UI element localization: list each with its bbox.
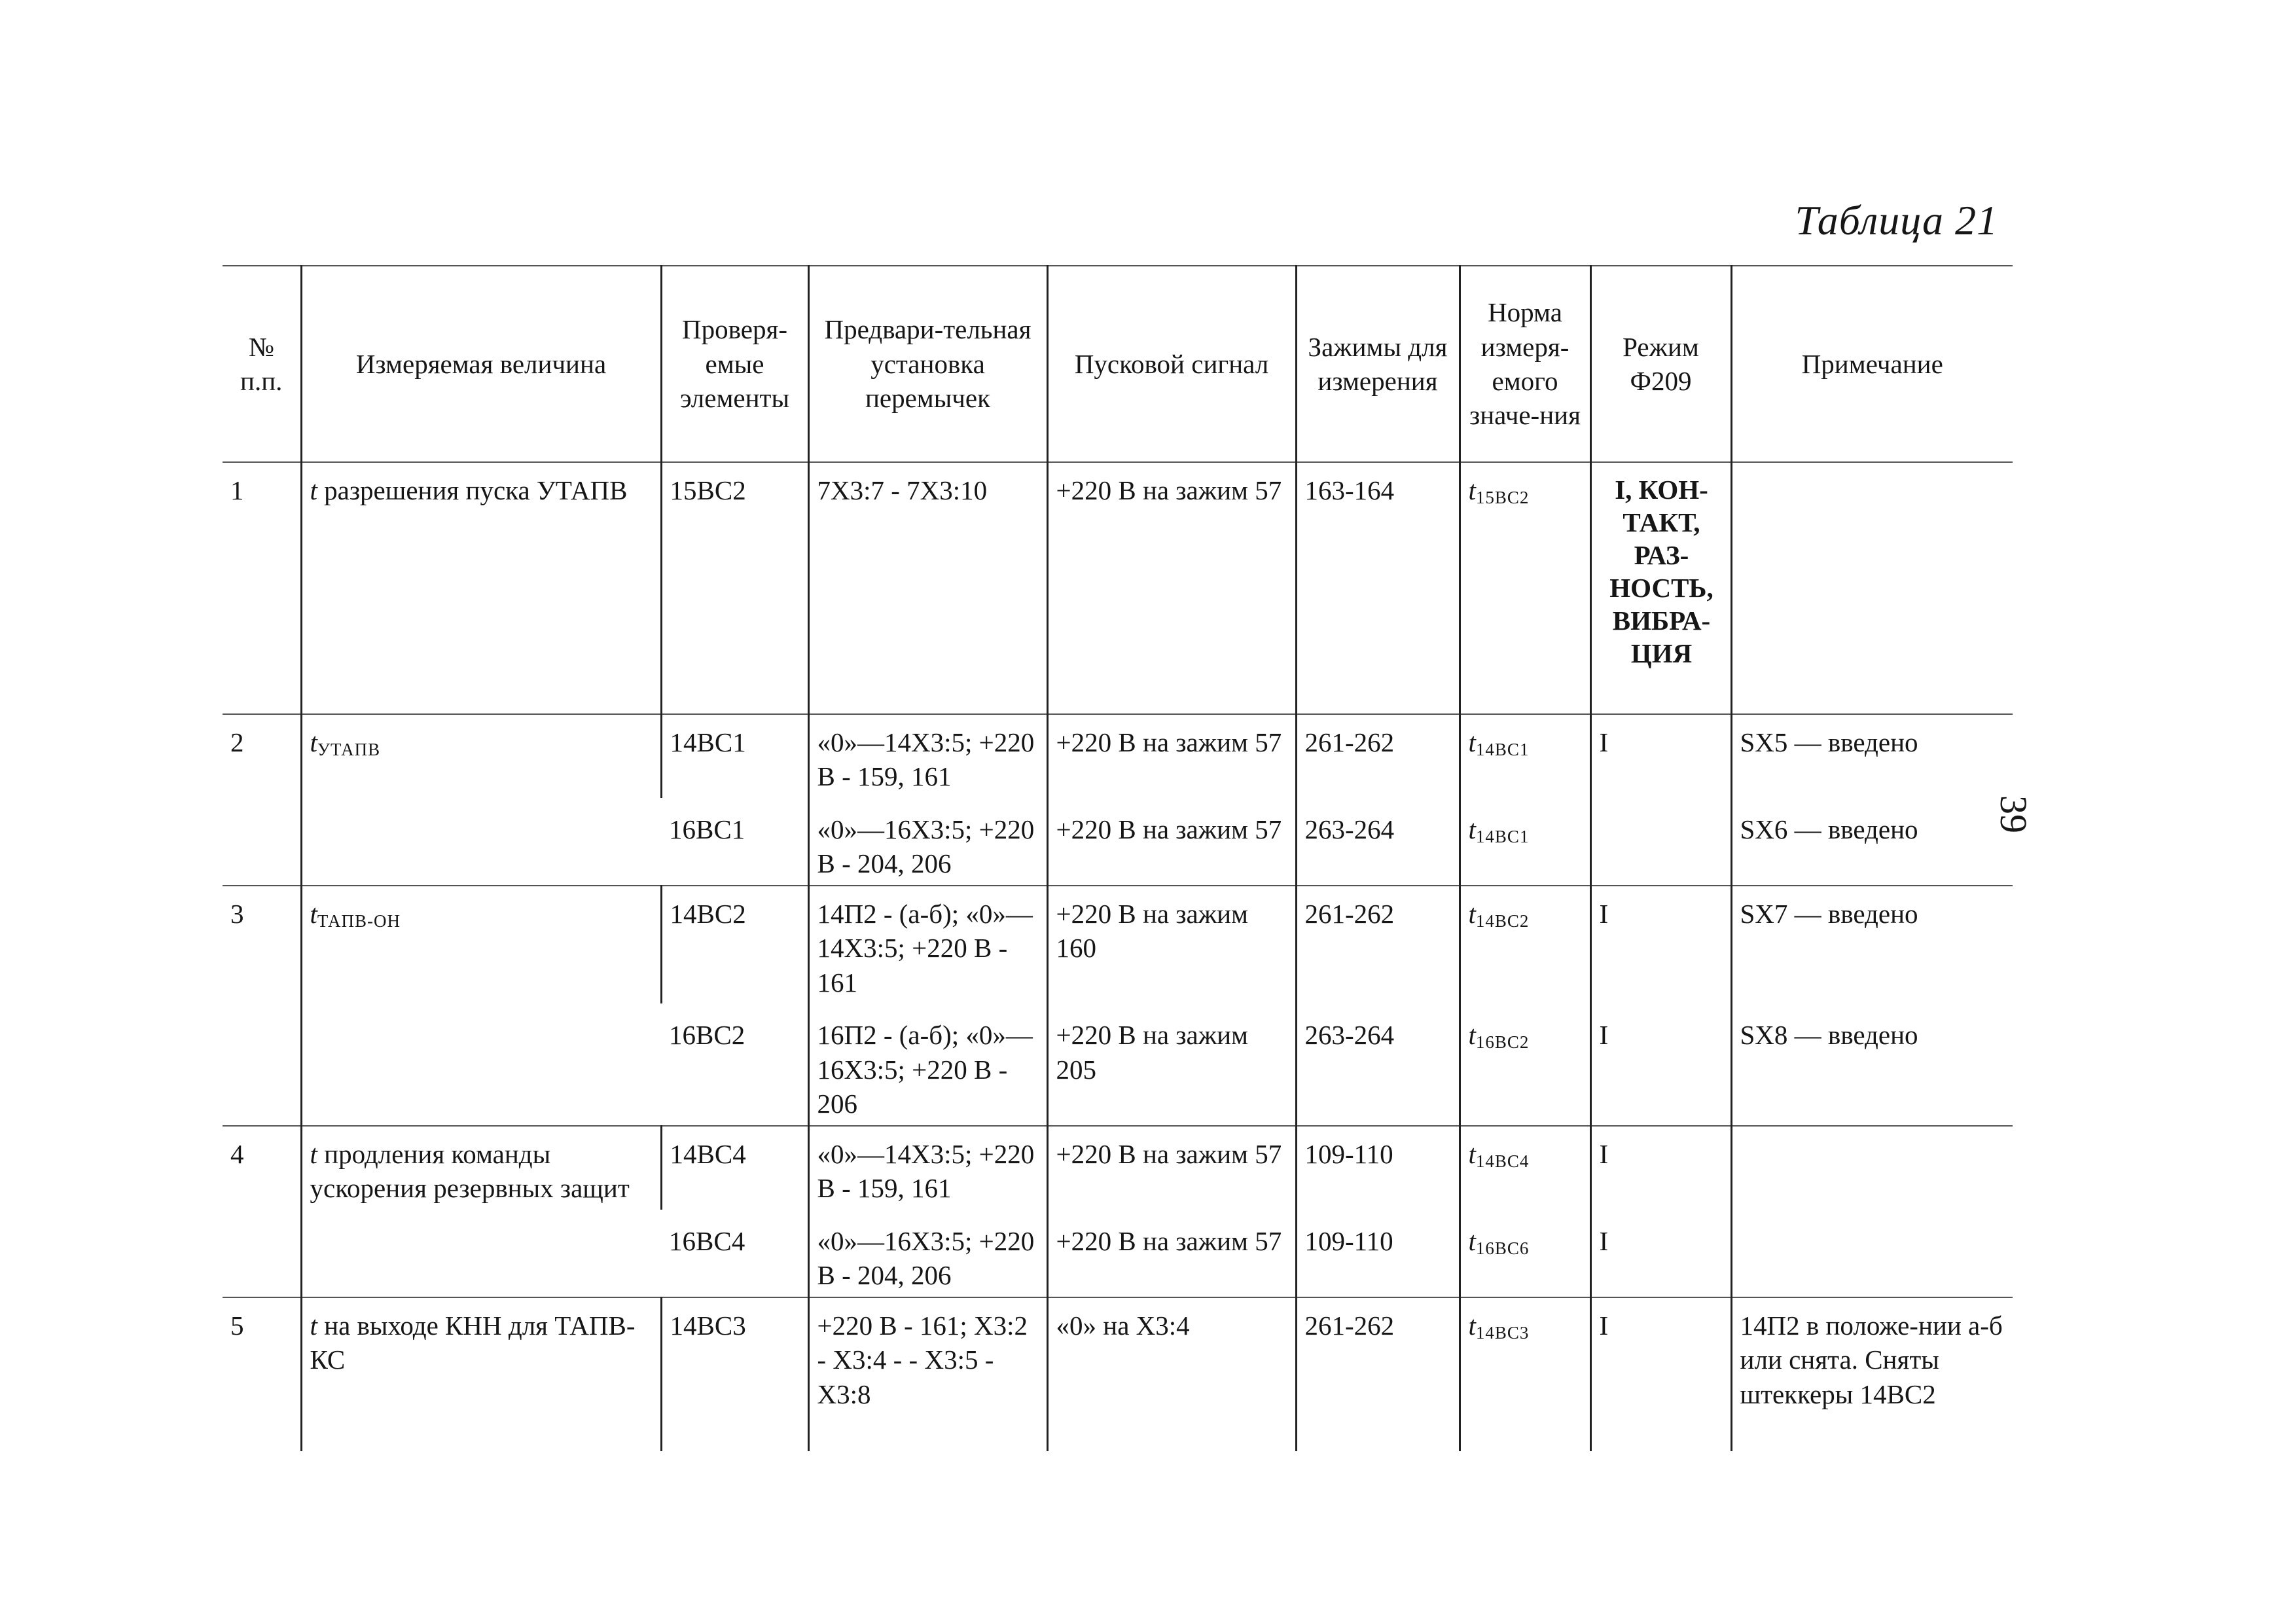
- norm-value: [1460, 1126, 1590, 1210]
- header-quantity: Измеряемая величина: [301, 266, 661, 462]
- jumper-setup: 7Х3:7 - 7Х3:10: [808, 462, 1047, 714]
- start-signal: +220 В на зажим 160: [1047, 886, 1296, 1003]
- measured-quantity: [301, 886, 661, 1126]
- jumper-setup: +220 В - 161; Х3:2 - Х3:4 - - Х3:5 - Х3:8: [808, 1297, 1047, 1451]
- measurement-table: [223, 265, 2013, 1451]
- time-symbol: t: [1468, 1138, 1476, 1169]
- note: [1731, 462, 2013, 714]
- table-row: [223, 1297, 2013, 1451]
- start-signal: +220 В на зажим 57: [1047, 714, 1296, 798]
- quantity-subscript: ТАПВ-ОН: [317, 911, 401, 931]
- row-number: 3: [223, 886, 301, 1126]
- note: [1731, 1126, 2013, 1210]
- measurement-terminals: 109-110: [1296, 1126, 1460, 1210]
- measurement-terminals: 263-264: [1296, 798, 1460, 886]
- time-symbol: t: [1468, 814, 1476, 844]
- quantity-text: разрешения пуска УТАПВ: [317, 475, 628, 505]
- time-symbol: t: [310, 475, 317, 505]
- quantity-subscript: УТАПВ: [317, 740, 381, 759]
- measured-quantity: [301, 1297, 661, 1451]
- jumper-setup: «0»—16Х3:5; +220 В - 204, 206: [808, 1210, 1047, 1297]
- header-row: [223, 266, 2013, 462]
- mode-f209: [1590, 798, 1731, 886]
- measurement-terminals: 261-262: [1296, 714, 1460, 798]
- mode-f209: [1590, 462, 1731, 714]
- table-row: [223, 886, 2013, 1003]
- start-signal: +220 В на зажим 205: [1047, 1003, 1296, 1125]
- note: SX6 — введено: [1731, 798, 2013, 886]
- measured-quantity: [301, 1126, 661, 1297]
- time-symbol: t: [1468, 727, 1476, 757]
- quantity-text: на выходе КНН для ТАПВ-КС: [310, 1310, 636, 1375]
- start-signal: +220 В на зажим 57: [1047, 1210, 1296, 1297]
- mode-value: I, КОН-ТАКТ, РАЗ-НОСТЬ, ВИБРА-ЦИЯ: [1609, 475, 1713, 669]
- table-row: [223, 714, 2013, 798]
- mode-f209: I: [1590, 1297, 1731, 1451]
- measurement-terminals: 109-110: [1296, 1210, 1460, 1297]
- table-title: Таблица 21: [1795, 197, 1998, 244]
- measurement-terminals: 261-262: [1296, 1297, 1460, 1451]
- header-norm: Норма измеря-емого значе-ния: [1460, 266, 1590, 462]
- norm-subscript: 16ВС6: [1475, 1238, 1530, 1258]
- norm-subscript: 14ВС2: [1475, 911, 1530, 931]
- row-number: 4: [223, 1126, 301, 1297]
- start-signal: +220 В на зажим 57: [1047, 1126, 1296, 1210]
- norm-value: [1460, 1003, 1590, 1125]
- norm-subscript: 14ВС3: [1475, 1322, 1530, 1343]
- norm-value: [1460, 714, 1590, 798]
- mode-f209: I: [1590, 1210, 1731, 1297]
- norm-subscript: 14ВС1: [1475, 826, 1530, 846]
- time-symbol: t: [1468, 1020, 1476, 1051]
- start-signal: «0» на Х3:4: [1047, 1297, 1296, 1451]
- header-elements: Проверя-емые элементы: [661, 266, 808, 462]
- mode-f209: I: [1590, 1003, 1731, 1125]
- mode-f209: I: [1590, 886, 1731, 1003]
- checked-element: 14ВС4: [661, 1126, 808, 1210]
- checked-element: 14ВС1: [661, 714, 808, 798]
- time-symbol: t: [1468, 1310, 1476, 1341]
- measurement-terminals: 261-262: [1296, 886, 1460, 1003]
- checked-element: 14ВС2: [661, 886, 808, 1003]
- note: SX5 — введено: [1731, 714, 2013, 798]
- checked-element: 15ВС2: [661, 462, 808, 714]
- header-mode: Режим Ф209: [1590, 266, 1731, 462]
- note: 14П2 в положе-нии а-б или снята. Сняты штеккеры 14ВС2: [1731, 1297, 2013, 1451]
- mode-f209: I: [1590, 714, 1731, 798]
- norm-value: [1460, 462, 1590, 714]
- checked-element: 16ВС4: [669, 1225, 745, 1256]
- time-symbol: t: [1468, 1225, 1476, 1256]
- page-number: 39: [1992, 795, 2035, 833]
- measurement-terminals: 163-164: [1296, 462, 1460, 714]
- table-row: [223, 1126, 2013, 1210]
- header-no: № п.п.: [223, 266, 301, 462]
- time-symbol: t: [310, 1138, 317, 1169]
- time-symbol: t: [310, 898, 317, 929]
- time-symbol: t: [1468, 475, 1476, 505]
- norm-value: [1460, 1210, 1590, 1297]
- norm-subscript: 16ВС2: [1475, 1032, 1530, 1053]
- start-signal: +220 В на зажим 57: [1047, 798, 1296, 886]
- note: SX8 — введено: [1731, 1003, 2013, 1125]
- quantity-text: продления команды ускорения резервных защит: [310, 1138, 630, 1204]
- jumper-setup: 16П2 - (а-б); «0»—16Х3:5; +220 В - 206: [808, 1003, 1047, 1125]
- checked-element: 16ВС2: [669, 1020, 745, 1051]
- header-terminals: Зажимы для измерения: [1296, 266, 1460, 462]
- table-row: [223, 462, 2013, 714]
- row-number: 5: [223, 1297, 301, 1451]
- checked-element: 14ВС3: [661, 1297, 808, 1451]
- measurement-terminals: 263-264: [1296, 1003, 1460, 1125]
- header-note: Примечание: [1731, 266, 2013, 462]
- checked-element: 16ВС1: [669, 814, 745, 844]
- row-number: 2: [223, 714, 301, 886]
- row-number: 1: [223, 462, 301, 714]
- norm-value: [1460, 798, 1590, 886]
- norm-subscript: 14ВС1: [1475, 740, 1530, 759]
- time-symbol: t: [310, 727, 317, 757]
- time-symbol: t: [1468, 898, 1476, 929]
- start-signal: +220 В на зажим 57: [1047, 462, 1296, 714]
- header-signal: Пусковой сигнал: [1047, 266, 1296, 462]
- jumper-setup: «0»—14Х3:5; +220 В - 159, 161: [808, 1126, 1047, 1210]
- header-jumpers: Предвари-тельная установка перемычек: [808, 266, 1047, 462]
- norm-value: [1460, 886, 1590, 1003]
- jumper-setup: «0»—14Х3:5; +220 В - 159, 161: [808, 714, 1047, 798]
- jumper-setup: 14П2 - (а-б); «0»—14Х3:5; +220 В - 161: [808, 886, 1047, 1003]
- norm-value: [1460, 1297, 1590, 1451]
- norm-subscript: 15ВС2: [1475, 488, 1530, 507]
- jumper-setup: «0»—16Х3:5; +220 В - 204, 206: [808, 798, 1047, 886]
- time-symbol: t: [310, 1310, 317, 1341]
- mode-f209: I: [1590, 1126, 1731, 1210]
- norm-subscript: 14ВС4: [1475, 1151, 1530, 1171]
- note: [1731, 1210, 2013, 1297]
- note: SX7 — введено: [1731, 886, 2013, 1003]
- measured-quantity: [301, 714, 661, 886]
- measured-quantity: [301, 462, 661, 714]
